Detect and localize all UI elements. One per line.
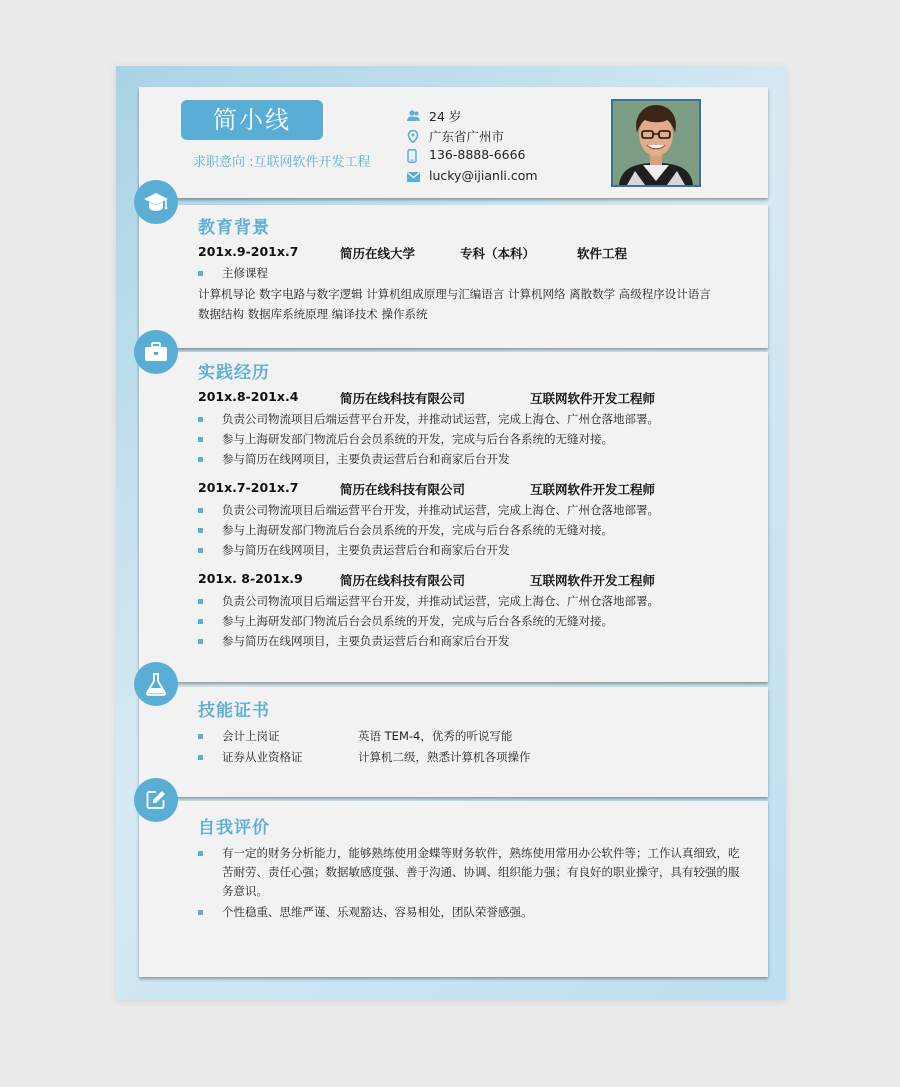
name-badge: 简小线 (181, 100, 323, 140)
exp-1-period: 201x.8-201x.4 (198, 389, 299, 404)
skills-card (139, 687, 768, 797)
exp-1-role: 互联网软件开发工程师 (530, 391, 656, 406)
exp-3-bullet-1: 负责公司物流项目后端运营平台开发，并推动试运营，完成上海仓、广州仓落地部署。 (198, 593, 635, 609)
evaluation-paragraph-1: 有一定的财务分析能力，能够熟练使用金蝶等财务软件，熟练使用常用办公软件等；工作认真细致，吃苦耐劳、责任心强；数据敏感度强、善于沟通、协调、组织能力强；有良好的职业操守，具有较强的服务意识。 (222, 846, 740, 898)
bullet-marker (198, 851, 203, 856)
contact-location: 广东省广州市 (407, 127, 504, 145)
skill-row-2-right: 计算机二级，熟悉计算机各项操作 (358, 750, 531, 764)
evaluation-title: 自我评价 (198, 818, 270, 838)
education-major: 软件工程 (577, 246, 628, 261)
job-intent: 求职意向 :互联网软件开发工程 (193, 155, 371, 170)
exp-1-company: 简历在线科技有限公司 (340, 391, 466, 406)
skills-title: 技能证书 (198, 701, 270, 721)
header-card (139, 87, 768, 198)
exp-2-period: 201x.7-201x.7 (198, 480, 299, 495)
exp-2-bullet-1: 负责公司物流项目后端运营平台开发，并推动试运营，完成上海仓、广州仓落地部署。 (198, 502, 635, 518)
exp-1-bullet-2: 参与上海研发部门物流后台会员系统的开发，完成与后台各系统的无缝对接。 (198, 431, 589, 447)
exp-1-bullet-1: 负责公司物流项目后端运营平台开发，并推动试运营，完成上海仓、广州仓落地部署。 (198, 411, 635, 427)
bullet-marker (198, 910, 203, 915)
exp-3-bullet-3: 参与简历在线网项目，主要负责运营后台和商家后台开发 (198, 633, 486, 649)
courses-line-1: 计算机导论 数字电路与数字逻辑 计算机组成原理与汇编语言 计算机网络 离散数学 高级程序设计语言 (198, 287, 711, 301)
exp-2-company: 简历在线科技有限公司 (340, 482, 466, 497)
exp-2-role: 互联网软件开发工程师 (530, 482, 656, 497)
experience-card (139, 352, 768, 682)
evaluation-paragraph-2: 个性稳重、思维严谨、乐观豁达、容易相处，团队荣誉感强。 (222, 905, 533, 919)
mail-icon (407, 170, 419, 182)
exp-3-company: 简历在线科技有限公司 (340, 573, 466, 588)
exp-3-period: 201x. 8-201x.9 (198, 571, 303, 586)
education-period: 201x.9-201x.7 (198, 244, 299, 259)
profile-photo (611, 99, 701, 187)
courses-label: 主修课程 (198, 265, 244, 281)
experience-title: 实践经历 (198, 363, 270, 383)
courses-line-2: 数据结构 数据库系统原理 编译技术 操作系统 (198, 307, 428, 321)
exp-3-role: 互联网软件开发工程师 (530, 573, 656, 588)
exp-2-bullet-2: 参与上海研发部门物流后台会员系统的开发，完成与后台各系统的无缝对接。 (198, 522, 589, 538)
evaluation-card (139, 801, 768, 977)
education-card (139, 205, 768, 348)
flask-icon (134, 662, 178, 706)
exp-1-bullet-3: 参与简历在线网项目，主要负责运营后台和商家后台开发 (198, 451, 486, 467)
contact-phone: 136-8888-6666 (407, 147, 526, 162)
exp-3-bullet-2: 参与上海研发部门物流后台会员系统的开发，完成与后台各系统的无缝对接。 (198, 613, 589, 629)
location-pin-icon (407, 130, 419, 142)
graduation-cap-icon (134, 180, 178, 224)
exp-2-bullet-3: 参与简历在线网项目，主要负责运营后台和商家后台开发 (198, 542, 486, 558)
pencil-edit-icon (134, 778, 178, 822)
briefcase-icon (134, 330, 178, 374)
contact-age: 24 岁 (407, 107, 461, 125)
skill-row-2-left: 证券从业资格证 (198, 749, 279, 765)
education-degree: 专科（本科） (460, 246, 536, 261)
contact-email: lucky@ijianli.com (407, 168, 538, 183)
education-title: 教育背景 (198, 218, 270, 238)
user-icon (407, 110, 419, 122)
skill-row-1-left: 会计上岗证 (198, 728, 256, 744)
phone-icon (407, 149, 419, 161)
education-school: 简历在线大学 (340, 246, 416, 261)
skill-row-1-right: 英语 TEM-4，优秀的听说写能 (358, 729, 513, 743)
